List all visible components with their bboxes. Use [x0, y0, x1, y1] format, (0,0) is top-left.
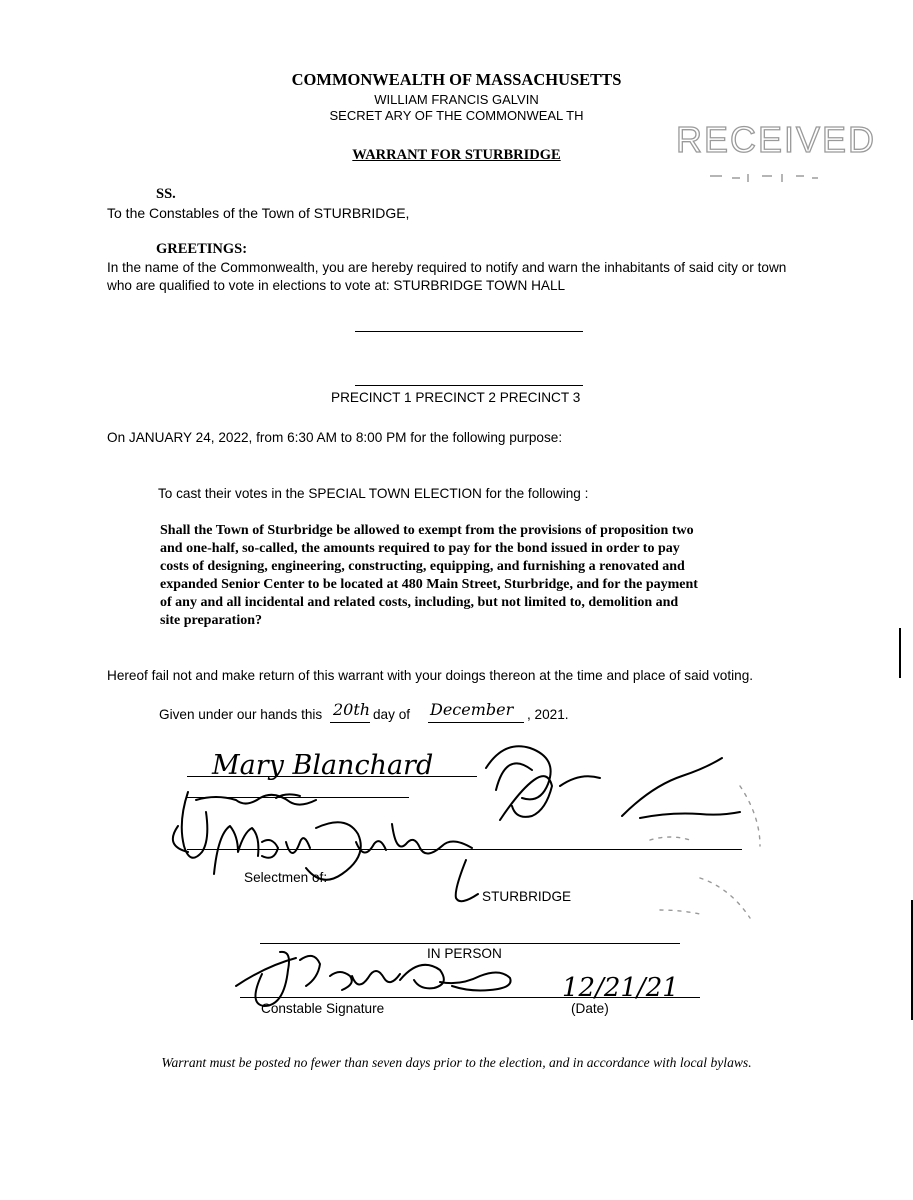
question-line: site preparation?	[160, 613, 263, 628]
return-line: Hereof fail not and make return of this warrant with your doings thereon at the time and place of said voting.	[107, 668, 754, 683]
ss-label: SS.	[156, 186, 176, 202]
blank-line-2	[355, 385, 583, 386]
to-constables-line: To the Constables of the Town of STURBRIDGE,	[107, 205, 410, 221]
secretary-name: WILLIAM FRANCIS GALVIN	[374, 92, 539, 107]
question-line: Shall the Town of Sturbridge be allowed to exempt from the provisions of proposition two	[160, 523, 694, 538]
given-month-handwritten: December	[430, 700, 514, 719]
question-line: expanded Senior Center to be located at 480 Main Street, Sturbridge, and for the payment	[160, 577, 698, 592]
in-person-label: IN PERSON	[427, 946, 502, 961]
selectmen-label: Selectmen of:	[244, 870, 328, 885]
scan-edge-mark	[911, 900, 913, 1020]
footer-note: Warrant must be posted no fewer than seven days prior to the election, and in accordance with local bylaws.	[161, 1055, 752, 1070]
handwritten-signatures	[0, 730, 913, 1040]
given-day-suffix: day of	[373, 707, 411, 722]
secretary-title: SECRET ARY OF THE COMMONWEAL TH	[329, 108, 584, 123]
document-title: COMMONWEALTH OF MASSACHUSETTS	[291, 70, 622, 89]
signature-scribble-2	[182, 792, 316, 858]
signature-scribble-5	[173, 822, 472, 880]
warrant-title: WARRANT FOR STURBRIDGE	[352, 147, 561, 163]
given-day-handwritten: 20th	[333, 700, 371, 719]
signature-scribble-3	[486, 746, 600, 820]
given-year: , 2021.	[527, 707, 569, 722]
notice-line-1: In the name of the Commonwealth, you are hereby required to notify and warn the inhabitants of said city or town	[107, 260, 787, 275]
town-label: STURBRIDGE	[482, 889, 572, 904]
question-line: costs of designing, engineering, constructing, equipping, and furnishing a renovated and	[160, 559, 685, 574]
constable-signature-label: Constable Signature	[261, 1001, 385, 1016]
blank-line-1	[355, 331, 583, 332]
scan-artifact	[650, 786, 760, 918]
constable-date-handwritten: 12/21/21	[562, 973, 679, 1003]
signature-mary-blanchard: Mary Blanchard	[212, 750, 434, 781]
precinct-list: PRECINCT 1 PRECINCT 2 PRECINCT 3	[331, 390, 581, 405]
given-prefix: Given under our hands this	[159, 707, 323, 722]
ballot-question	[160, 522, 698, 630]
date-label: (Date)	[571, 1001, 609, 1016]
notice-line-2: who are qualified to vote in elections to vote at: STURBRIDGE TOWN HALL	[107, 278, 566, 293]
svg-text:RECEIVED: RECEIVED	[676, 119, 877, 160]
greetings-heading: GREETINGS:	[156, 241, 248, 257]
signature-scribble-6	[456, 860, 478, 901]
signature-scribble-4	[622, 758, 740, 818]
question-line: and one-half, so-called, the amounts required to pay for the bond issued in order to pay	[160, 541, 680, 556]
election-time-line: On JANUARY 24, 2022, from 6:30 AM to 8:00 PM for the following purpose:	[107, 430, 563, 445]
day-underline	[330, 722, 370, 723]
purpose-line: To cast their votes in the SPECIAL TOWN ELECTION for the following :	[158, 486, 589, 501]
scan-edge-mark	[899, 628, 901, 678]
month-underline	[428, 722, 524, 723]
constable-signature	[236, 952, 511, 1006]
question-line: of any and all incidental and related costs, including, but not limited to, demolition and	[160, 595, 679, 610]
